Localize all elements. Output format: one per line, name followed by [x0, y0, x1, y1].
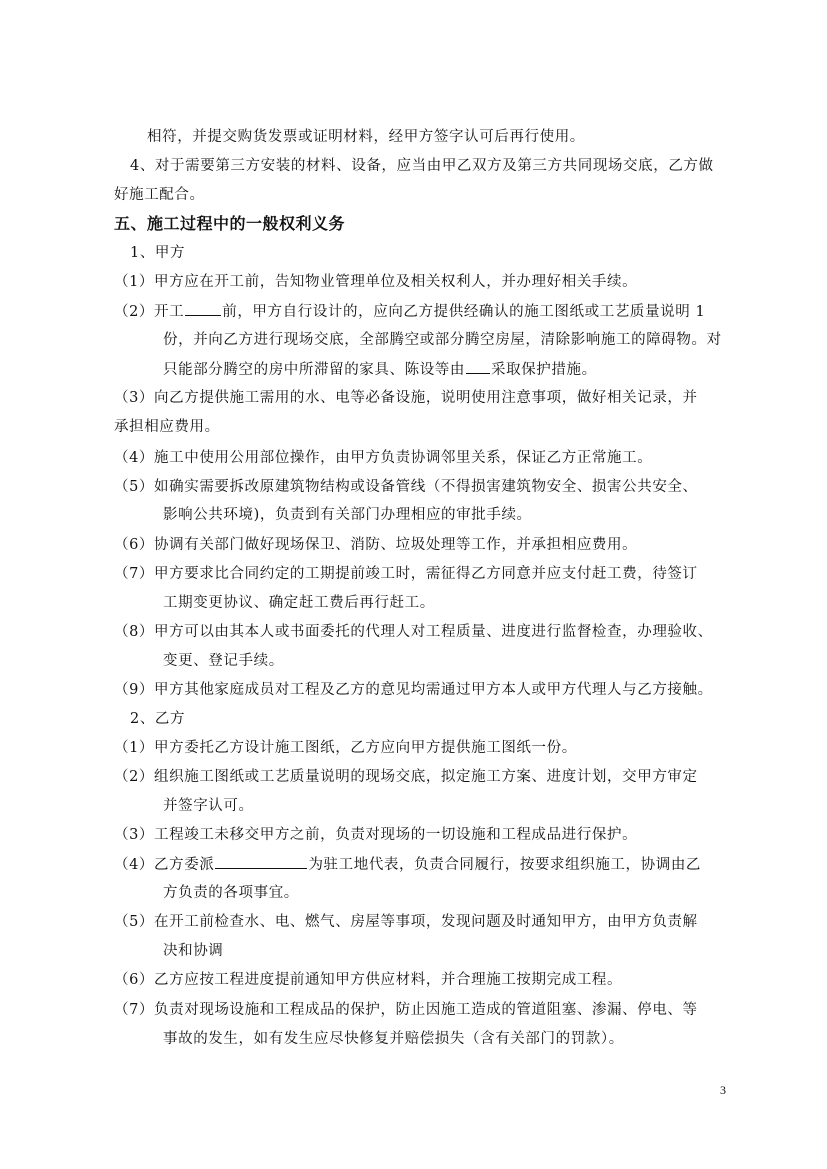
- list-item: （9）甲方其他家庭成员对工程及乙方的意见均需通过甲方本人或甲方代理人与乙方接触。: [114, 682, 713, 698]
- subsection-heading: 1、甲方: [130, 245, 186, 261]
- list-item: （5）在开工前检查水、电、燃气、房屋等事项，发现问题及时通知甲方，由甲方负责解: [114, 914, 698, 930]
- paragraph-line: 影响公共环境)，负责到有关部门办理相应的审批手续。: [163, 507, 532, 523]
- fill-in-blank: [215, 854, 307, 869]
- paragraph-line: 事故的发生，如有发生应尽快修复并赔偿损失（含有关部门的罚款）。: [163, 1031, 624, 1047]
- text-segment: 采取保护措施。: [491, 362, 597, 378]
- list-item: （1）甲方委托乙方设计施工图纸，乙方应向甲方提供施工图纸一份。: [114, 740, 577, 756]
- paragraph-line: 承担相应费用。: [114, 419, 220, 435]
- text-segment: 前，甲方自行设计的，应向乙方提供经确认的施工图纸或工艺质量说明 1: [222, 304, 706, 320]
- paragraph-line: 工期变更协议、确定赶工费后再行赶工。: [163, 595, 435, 611]
- list-item: （2）组织施工图纸或工艺质量说明的现场交底，拟定施工方案、进度计划，交甲方审定: [114, 769, 698, 785]
- fill-in-blank: [466, 359, 490, 374]
- paragraph-line: 决和协调: [163, 943, 224, 959]
- page-number: 3: [720, 1083, 726, 1097]
- list-item: [114, 854, 701, 875]
- list-item: （3）向乙方提供施工需用的水、电等必备设施，说明使用注意事项，做好相关记录，并: [114, 390, 698, 406]
- text-segment: 只能部分腾空的房中所滞留的家具、陈设等由: [163, 362, 465, 378]
- list-item: （7）甲方要求比合同约定的工期提前竣工时，需征得乙方同意并应支付赶工费，待签订: [114, 566, 698, 582]
- paragraph-line: 并签字认可。: [163, 798, 254, 814]
- section-heading: 五、施工过程中的一般权利义务: [114, 214, 346, 233]
- fill-in-blank: [185, 301, 221, 316]
- paragraph-line: 相符，并提交购货发票或证明材料，经甲方签字认可后再行使用。: [147, 129, 585, 145]
- paragraph-line: 份，并向乙方进行现场交底，全部腾空或部分腾空房屋，清除影响施工的障碍物。对: [163, 332, 722, 348]
- list-item: （6）协调有关部门做好现场保卫、消防、垃圾处理等工作，并承担相应费用。: [114, 537, 638, 553]
- list-item: [114, 301, 705, 322]
- paragraph-line: 4、对于需要第三方安装的材料、设备，应当由甲乙双方及第三方共同现场交底，乙方做: [130, 158, 714, 174]
- list-item: （4）施工中使用公用部位操作，由甲方负责协调邻里关系，保证乙方正常施工。: [114, 450, 653, 466]
- paragraph-line: 方负责的各项事宜。: [163, 885, 299, 901]
- list-item: （7）负责对现场设施和工程成品的保护，防止因施工造成的管道阻塞、渗漏、停电、等: [114, 1002, 698, 1018]
- paragraph-line: 变更、登记手续。: [163, 653, 284, 669]
- paragraph-line: 好施工配合。: [114, 187, 205, 203]
- list-item: （8）甲方可以由其本人或书面委托的代理人对工程质量、进度进行监督检查，办理验收、: [114, 624, 713, 640]
- list-item: （6）乙方应按工程进度提前通知甲方供应材料，并合理施工按期完成工程。: [114, 972, 623, 988]
- subsection-heading: 2、乙方: [130, 711, 186, 727]
- text-segment: 为驻工地代表，负责合同履行，按要求组织施工，协调由乙: [308, 857, 702, 873]
- list-item: （5）如确实需要拆改原建筑物结构或设备管线（不得损害建筑物安全、损害公共安全、: [114, 479, 698, 495]
- paragraph-line: [163, 359, 597, 380]
- list-item: （1）甲方应在开工前，告知物业管理单位及相关权利人，并办理好相关手续。: [114, 274, 638, 290]
- list-item: （3）工程竣工未移交甲方之前，负责对现场的一切设施和工程成品进行保护。: [114, 827, 638, 843]
- text-segment: （4）乙方委派: [114, 857, 215, 873]
- text-segment: （2）开工: [114, 304, 185, 320]
